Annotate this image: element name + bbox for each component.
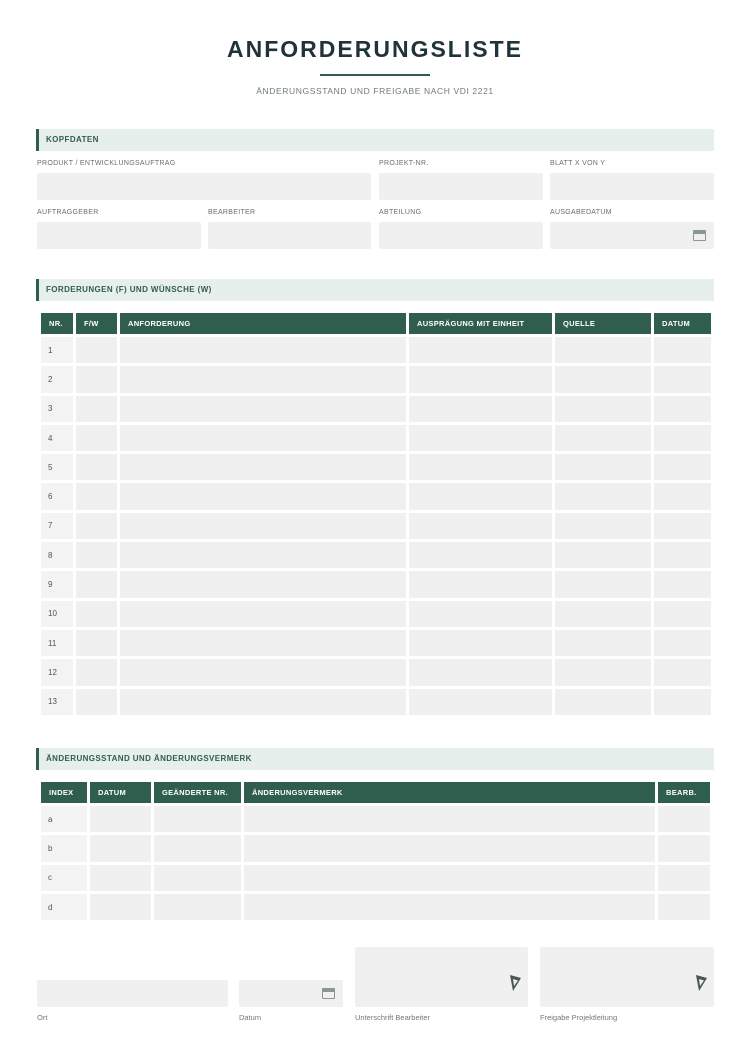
table-header-row [41, 782, 710, 803]
title-divider [320, 74, 430, 76]
cell-aenderungsvermerk[interactable] [244, 806, 655, 832]
cell-quelle[interactable] [555, 542, 651, 568]
cell-datum[interactable] [654, 542, 711, 568]
col-header-index: INDEX [41, 782, 87, 803]
cell-datum[interactable] [654, 454, 711, 480]
label-projekt-nr: PROJEKT-NR. [379, 160, 429, 167]
cell-bearb[interactable] [658, 835, 710, 861]
row-index: a [41, 806, 87, 832]
cell-fw[interactable] [76, 513, 117, 539]
cell-anforderung[interactable] [120, 571, 406, 597]
table-row [41, 630, 711, 656]
cell-fw[interactable] [76, 630, 117, 656]
cell-datum[interactable] [654, 659, 711, 685]
cell-anforderung[interactable] [120, 425, 406, 451]
cell-auspraegung[interactable] [409, 396, 552, 422]
label-ausgabedatum: AUSGABEDATUM [550, 209, 612, 216]
col-header-nr: NR. [41, 313, 73, 334]
cell-auspraegung[interactable] [409, 483, 552, 509]
cell-geaenderte-nr[interactable] [154, 894, 241, 920]
label-unterschrift: Unterschrift Bearbeiter [355, 1013, 431, 1022]
bearbeiter-field[interactable] [208, 222, 371, 249]
cell-anforderung[interactable] [120, 366, 406, 392]
signature-bearbeiter-field[interactable] [355, 947, 528, 1007]
cell-bearb[interactable] [658, 865, 710, 891]
row-number: 4 [41, 425, 73, 451]
cell-anforderung[interactable] [120, 513, 406, 539]
cell-datum[interactable] [654, 483, 711, 509]
cell-anforderung[interactable] [120, 601, 406, 627]
cell-auspraegung[interactable] [409, 454, 552, 480]
calendar-icon[interactable] [322, 988, 335, 999]
cell-anforderung[interactable] [120, 396, 406, 422]
cell-datum[interactable] [90, 806, 151, 832]
cell-geaenderte-nr[interactable] [154, 806, 241, 832]
cell-datum[interactable] [654, 513, 711, 539]
cell-auspraegung[interactable] [409, 659, 552, 685]
page-subtitle: ÄNDERUNGSSTAND UND FREIGABE NACH VDI 2221 [256, 86, 494, 96]
cell-fw[interactable] [76, 454, 117, 480]
cell-quelle[interactable] [555, 337, 651, 363]
row-number: 7 [41, 513, 73, 539]
cell-quelle[interactable] [555, 454, 651, 480]
table-row [41, 601, 711, 627]
cell-anforderung[interactable] [120, 454, 406, 480]
row-number: 6 [41, 483, 73, 509]
cell-bearb[interactable] [658, 894, 710, 920]
cell-auspraegung[interactable] [409, 425, 552, 451]
cell-anforderung[interactable] [120, 630, 406, 656]
cell-fw[interactable] [76, 659, 117, 685]
col-header-datum: DATUM [90, 782, 151, 803]
col-header-auspraegung: AUSPRÄGUNG MIT EINHEIT [409, 313, 552, 334]
label-auftraggeber: AUFTRAGGEBER [37, 209, 99, 216]
cell-fw[interactable] [76, 396, 117, 422]
table-row [41, 513, 711, 539]
col-header-quelle: QUELLE [555, 313, 651, 334]
col-header-fw: F/W [76, 313, 117, 334]
cell-fw[interactable] [76, 571, 117, 597]
row-number: 9 [41, 571, 73, 597]
row-number: 13 [41, 689, 73, 715]
table-row [41, 806, 710, 832]
cell-aenderungsvermerk[interactable] [244, 865, 655, 891]
row-number: 10 [41, 601, 73, 627]
changes-table [38, 779, 713, 923]
table-row [41, 835, 710, 861]
cell-aenderungsvermerk[interactable] [244, 835, 655, 861]
cell-anforderung[interactable] [120, 659, 406, 685]
row-number: 5 [41, 454, 73, 480]
projekt-nr-field[interactable] [379, 173, 543, 200]
row-number: 1 [41, 337, 73, 363]
cell-datum[interactable] [90, 865, 151, 891]
cell-anforderung[interactable] [120, 689, 406, 715]
requirements-table [38, 310, 714, 718]
cell-auspraegung[interactable] [409, 689, 552, 715]
cell-quelle[interactable] [555, 513, 651, 539]
cell-quelle[interactable] [555, 396, 651, 422]
ort-field[interactable] [37, 980, 228, 1007]
cell-datum[interactable] [654, 425, 711, 451]
cell-anforderung[interactable] [120, 337, 406, 363]
cell-anforderung[interactable] [120, 483, 406, 509]
label-bearbeiter: BEARBEITER [208, 209, 256, 216]
cell-auspraegung[interactable] [409, 571, 552, 597]
table-row [41, 366, 711, 392]
cell-auspraegung[interactable] [409, 513, 552, 539]
cell-fw[interactable] [76, 689, 117, 715]
row-number: 2 [41, 366, 73, 392]
cell-auspraegung[interactable] [409, 601, 552, 627]
cell-auspraegung[interactable] [409, 542, 552, 568]
cell-fw[interactable] [76, 542, 117, 568]
cell-fw[interactable] [76, 483, 117, 509]
cell-quelle[interactable] [555, 366, 651, 392]
cell-fw[interactable] [76, 601, 117, 627]
ausgabedatum-field[interactable] [550, 222, 714, 249]
cell-datum[interactable] [654, 366, 711, 392]
table-row [41, 689, 711, 715]
row-number: 3 [41, 396, 73, 422]
table-row [41, 571, 711, 597]
row-index: c [41, 865, 87, 891]
label-datum: Datum [239, 1013, 262, 1022]
row-number: 11 [41, 630, 73, 656]
cell-geaenderte-nr[interactable] [154, 835, 241, 861]
page-title: ANFORDERUNGSLISTE [227, 36, 523, 62]
row-index: b [41, 835, 87, 861]
cell-quelle[interactable] [555, 630, 651, 656]
table-row [41, 454, 711, 480]
cell-datum[interactable] [654, 689, 711, 715]
cell-auspraegung[interactable] [409, 337, 552, 363]
cell-bearb[interactable] [658, 806, 710, 832]
cell-datum[interactable] [654, 337, 711, 363]
signature-freigabe-field[interactable] [540, 947, 714, 1007]
cell-auspraegung[interactable] [409, 366, 552, 392]
section-header-aenderungen: ÄNDERUNGSSTAND UND ÄNDERUNGSVERMERK [36, 748, 714, 770]
blatt-field[interactable] [550, 173, 714, 200]
table-row [41, 337, 711, 363]
pen-icon [694, 974, 708, 992]
cell-quelle[interactable] [555, 425, 651, 451]
table-row [41, 425, 711, 451]
section-header-forderungen: FORDERUNGEN (F) UND WÜNSCHE (W) [36, 279, 714, 301]
cell-datum[interactable] [654, 630, 711, 656]
row-number: 12 [41, 659, 73, 685]
cell-anforderung[interactable] [120, 542, 406, 568]
cell-quelle[interactable] [555, 483, 651, 509]
cell-datum[interactable] [654, 601, 711, 627]
label-freigabe: Freigabe Projektleitung [540, 1013, 618, 1022]
abteilung-field[interactable] [379, 222, 543, 249]
col-header-anforderung: ANFORDERUNG [120, 313, 406, 334]
cell-quelle[interactable] [555, 689, 651, 715]
table-row [41, 865, 710, 891]
label-blatt: BLATT X VON Y [550, 160, 606, 167]
cell-quelle[interactable] [555, 571, 651, 597]
cell-quelle[interactable] [555, 659, 651, 685]
cell-auspraegung[interactable] [409, 630, 552, 656]
auftraggeber-field[interactable] [37, 222, 201, 249]
cell-datum[interactable] [90, 894, 151, 920]
produkt-field[interactable] [37, 173, 371, 200]
cell-geaenderte-nr[interactable] [154, 865, 241, 891]
cell-aenderungsvermerk[interactable] [244, 894, 655, 920]
row-index: d [41, 894, 87, 920]
col-header-datum: DATUM [654, 313, 711, 334]
table-row [41, 483, 711, 509]
row-number: 8 [41, 542, 73, 568]
cell-datum[interactable] [654, 396, 711, 422]
col-header-aenderungsvermerk: ÄNDERUNGSVERMERK [244, 782, 655, 803]
cell-fw[interactable] [76, 425, 117, 451]
table-row [41, 542, 711, 568]
table-row [41, 659, 711, 685]
table-row [41, 894, 710, 920]
cell-datum[interactable] [654, 571, 711, 597]
cell-fw[interactable] [76, 337, 117, 363]
label-ort: Ort [37, 1013, 48, 1022]
col-header-geaenderte-nr: GEÄNDERTE NR. [154, 782, 241, 803]
label-produkt: PRODUKT / ENTWICKLUNGSAUFTRAG [37, 160, 176, 167]
section-header-kopfdaten: KOPFDATEN [36, 129, 714, 151]
pen-icon [508, 974, 522, 992]
cell-datum[interactable] [90, 835, 151, 861]
col-header-bearb: BEARB. [658, 782, 710, 803]
calendar-icon[interactable] [693, 230, 706, 241]
table-header-row [41, 313, 711, 334]
label-abteilung: ABTEILUNG [379, 209, 422, 216]
cell-fw[interactable] [76, 366, 117, 392]
table-row [41, 396, 711, 422]
cell-quelle[interactable] [555, 601, 651, 627]
datum-field[interactable] [239, 980, 343, 1007]
